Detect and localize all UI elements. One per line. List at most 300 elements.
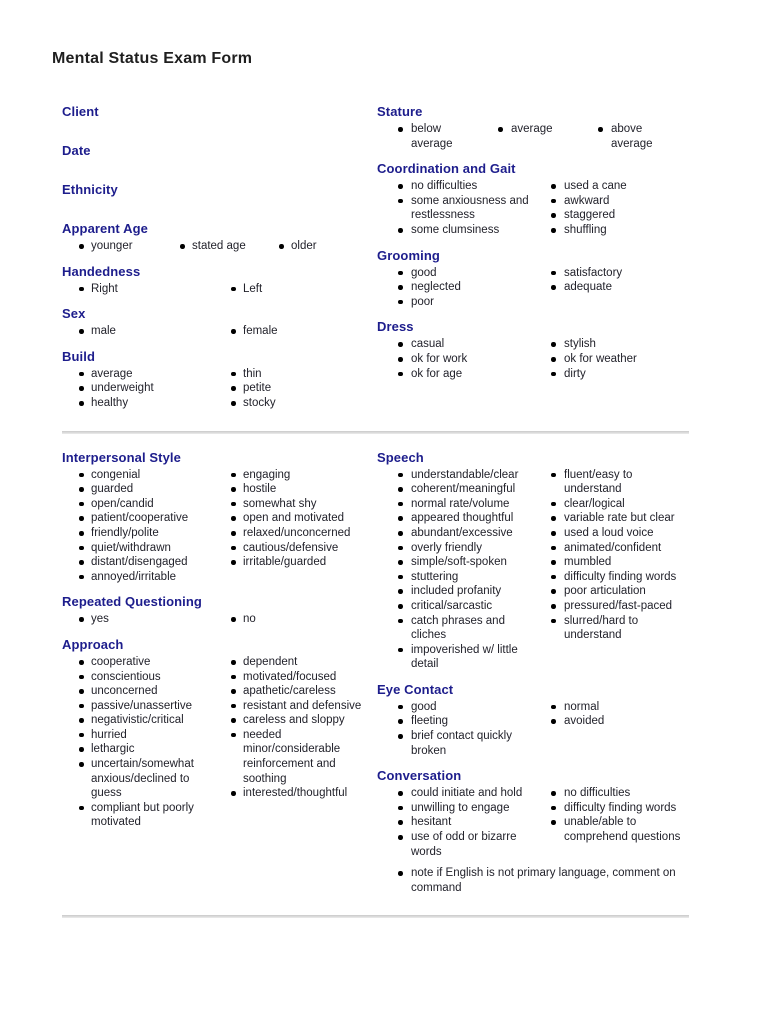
bullet-icon <box>551 199 556 204</box>
section-title-grooming: Grooming <box>377 247 440 263</box>
option-label: some clumsiness <box>411 223 500 236</box>
bullet-icon <box>79 733 84 738</box>
section-title-interpersonal-style: Interpersonal Style <box>62 449 181 465</box>
bullet-icon <box>551 820 556 825</box>
option-friendly-polite <box>62 526 214 541</box>
option-label: hurried <box>91 728 127 741</box>
option-thin <box>214 367 372 382</box>
option-list <box>62 239 163 254</box>
bullet-icon <box>551 357 556 362</box>
bullet-icon <box>398 300 403 305</box>
option-unconcerned <box>62 684 214 699</box>
option-understandable-clear <box>377 468 530 483</box>
option-list <box>377 468 530 672</box>
option-avoided <box>530 714 698 729</box>
option-columns <box>62 612 372 627</box>
option-stated-age <box>163 239 262 254</box>
option-resistant-and-defensive <box>214 699 372 714</box>
section-title-build: Build <box>62 348 95 364</box>
section-conversation <box>377 768 698 895</box>
bullet-icon <box>398 199 403 204</box>
bullet-icon <box>498 127 503 132</box>
option-poor-articulation <box>530 584 698 599</box>
bullet-icon <box>79 747 84 752</box>
bullet-icon <box>79 675 84 680</box>
bullet-icon <box>231 546 236 551</box>
option-list <box>377 179 530 237</box>
option-included-profanity <box>377 584 530 599</box>
option-label: use of odd or bizarre words <box>411 831 517 858</box>
bullet-icon <box>79 617 84 622</box>
option-list <box>530 266 698 310</box>
section-title-stature: Stature <box>377 104 423 119</box>
bullet-icon <box>79 575 84 580</box>
option-label: interested/thoughtful <box>243 787 348 800</box>
option-mumbled <box>530 555 698 570</box>
option-label: relaxed/unconcerned <box>243 526 351 539</box>
option-label: normal rate/volume <box>411 497 510 510</box>
note-label: note if English is not primary language, comment on command <box>411 867 676 894</box>
option-columns <box>62 468 372 585</box>
bullet-icon <box>79 560 84 565</box>
bullet-icon <box>398 575 403 580</box>
option-label: annoyed/irritable <box>91 570 177 583</box>
option-list <box>477 122 577 151</box>
option-unable-able-to-comprehend-questions <box>530 815 698 844</box>
section-client <box>62 104 372 120</box>
bullet-icon <box>79 531 84 536</box>
option-label: ok for age <box>411 367 463 380</box>
option-label: no difficulties <box>564 787 631 800</box>
option-label: guarded <box>91 483 134 496</box>
bullet-icon <box>398 285 403 290</box>
option-label: appeared thoughtful <box>411 512 514 525</box>
bullet-icon <box>551 342 556 347</box>
option-label: coherent/meaningful <box>411 483 516 496</box>
option-label: used a loud voice <box>564 526 654 539</box>
bullet-icon <box>79 704 84 709</box>
option-no-difficulties <box>377 179 530 194</box>
option-label: yes <box>91 613 109 626</box>
option-stuttering <box>377 570 530 585</box>
option-label: impoverished w/ little detail <box>411 643 518 671</box>
option-label: younger <box>91 240 133 252</box>
option-no-difficulties <box>530 786 698 801</box>
option-list <box>62 468 214 585</box>
option-uncertain-somewhat-anxious-declined-to-guess <box>62 757 214 801</box>
option-columns <box>377 468 698 672</box>
option-label: understandable/clear <box>411 468 519 481</box>
bullet-icon <box>398 228 403 233</box>
option-ok-for-weather <box>530 352 698 367</box>
option-list <box>577 122 677 151</box>
option-older <box>262 239 372 254</box>
option-label: dirty <box>564 367 586 380</box>
option-label: unconcerned <box>91 685 158 698</box>
option-columns <box>377 337 698 381</box>
option-label: average <box>91 367 133 380</box>
option-annoyed-irritable <box>62 570 214 585</box>
option-label: shuffling <box>564 223 607 236</box>
region-top-right <box>377 104 698 381</box>
option-petite <box>214 381 372 396</box>
option-label: used a cane <box>564 180 627 193</box>
section-apparent-age <box>62 221 372 254</box>
option-label: critical/sarcastic <box>411 599 493 612</box>
option-used-a-loud-voice <box>530 526 698 541</box>
section-speech <box>377 450 698 672</box>
bullet-icon <box>79 372 84 377</box>
option-list <box>214 655 372 830</box>
option-no <box>214 612 372 627</box>
option-list <box>530 337 698 381</box>
option-neglected <box>377 280 530 295</box>
section-stature <box>377 104 698 151</box>
option-list <box>377 700 530 758</box>
option-label: patient/cooperative <box>91 512 189 525</box>
option-label: irritable/guarded <box>243 556 327 569</box>
option-list <box>214 468 372 585</box>
option-list <box>377 337 530 381</box>
bullet-icon <box>398 619 403 624</box>
option-label: average <box>511 123 553 135</box>
bullet-icon <box>79 473 84 478</box>
option-label: slurred/hard to understand <box>564 614 639 642</box>
option-label: pressured/fast-paced <box>564 599 673 612</box>
option-label: fluent/easy to understand <box>564 468 633 496</box>
option-animated-confident <box>530 541 698 556</box>
option-label: stylish <box>564 338 596 351</box>
option-label: above average <box>611 123 653 150</box>
bullet-icon <box>398 791 403 796</box>
option-label: good <box>411 700 437 713</box>
bullet-icon <box>79 487 84 492</box>
option-label: apathetic/careless <box>243 685 336 698</box>
option-label: petite <box>243 382 272 395</box>
bullet-icon <box>551 184 556 189</box>
option-below-average <box>377 122 477 151</box>
bottom-section-block <box>62 450 698 896</box>
option-unwilling-to-engage <box>377 801 530 816</box>
section-title-ethnicity: Ethnicity <box>62 182 118 197</box>
section-divider <box>62 431 689 434</box>
option-label: distant/disengaged <box>91 556 188 569</box>
bullet-icon <box>79 546 84 551</box>
bullet-icon <box>231 502 236 507</box>
option-label: cooperative <box>91 655 151 668</box>
option-underweight <box>62 381 214 396</box>
option-lethargic <box>62 742 214 757</box>
option-used-a-cane <box>530 179 698 194</box>
bullet-icon <box>79 401 84 406</box>
bullet-icon <box>231 560 236 565</box>
option-brief-contact-quickly-broken <box>377 729 530 758</box>
option-difficulty-finding-words <box>530 570 698 585</box>
option-label: overly friendly <box>411 541 482 554</box>
option-some-anxiousness-and-restlessness <box>377 194 530 223</box>
option-normal <box>530 700 698 715</box>
bullet-icon <box>231 516 236 521</box>
option-columns <box>377 700 698 758</box>
option-label: thin <box>243 367 262 380</box>
option-younger <box>62 239 163 254</box>
section-title-speech: Speech <box>377 449 424 465</box>
bullet-icon <box>79 689 84 694</box>
section-grooming <box>377 248 698 310</box>
section-interpersonal-style <box>62 450 372 585</box>
bullet-icon <box>398 372 403 377</box>
option-label: abundant/excessive <box>411 526 513 539</box>
option-label: Left <box>243 282 263 295</box>
option-ok-for-work <box>377 352 530 367</box>
section-eye-contact <box>377 682 698 758</box>
option-label: friendly/polite <box>91 526 159 539</box>
option-label: open/candid <box>91 497 154 510</box>
option-label: included profanity <box>411 585 502 598</box>
option-list <box>163 239 262 254</box>
bullet-icon <box>231 329 236 334</box>
bullet-icon <box>279 244 284 249</box>
bullet-icon <box>398 184 403 189</box>
section-title-dress: Dress <box>377 319 414 335</box>
section-build <box>62 349 372 411</box>
option-label: uncertain/somewhat anxious/declined to guess <box>91 758 194 800</box>
bullet-icon <box>231 704 236 709</box>
section-title-client: Client <box>62 104 99 119</box>
bullet-icon <box>231 733 236 738</box>
option-open-candid <box>62 497 214 512</box>
option-hesitant <box>377 815 530 830</box>
bullet-icon <box>398 487 403 492</box>
bullet-icon <box>79 762 84 767</box>
section-title-apparent-age: Apparent Age <box>62 221 148 236</box>
section-approach <box>62 637 372 830</box>
option-cooperative <box>62 655 214 670</box>
option-list <box>377 786 530 859</box>
option-engaging <box>214 468 372 483</box>
bullet-icon <box>598 127 603 132</box>
option-male <box>62 324 214 339</box>
bullet-icon <box>180 244 185 249</box>
option-label: ok for weather <box>564 352 637 365</box>
section-sex <box>62 306 372 339</box>
option-could-initiate-and-hold <box>377 786 530 801</box>
option-patient-cooperative <box>62 511 214 526</box>
option-label: difficulty finding words <box>564 570 677 583</box>
option-compliant-but-poorly-motivated <box>62 801 214 830</box>
option-label: variable rate but clear <box>564 512 675 525</box>
option-simple-soft-spoken <box>377 555 530 570</box>
note-list <box>377 866 698 895</box>
section-coordination-and-gait <box>377 161 698 237</box>
option-label: dependent <box>243 655 298 668</box>
option-some-clumsiness <box>377 223 530 238</box>
option-label: below average <box>411 123 453 150</box>
option-hostile <box>214 482 372 497</box>
bullet-icon <box>551 285 556 290</box>
option-label: good <box>411 266 437 279</box>
bullet-icon <box>79 329 84 334</box>
bullet-icon <box>231 617 236 622</box>
option-label: awkward <box>564 194 610 207</box>
option-awkward <box>530 194 698 209</box>
option-good <box>377 266 530 281</box>
option-staggered <box>530 208 698 223</box>
bullet-icon <box>551 473 556 478</box>
option-casual <box>377 337 530 352</box>
option-shuffling <box>530 223 698 238</box>
option-label: ok for work <box>411 352 468 365</box>
option-label: motivated/focused <box>243 670 337 683</box>
option-list <box>530 468 698 672</box>
option-label: brief contact quickly broken <box>411 730 512 757</box>
option-label: congenial <box>91 468 141 481</box>
option-dependent <box>214 655 372 670</box>
bullet-icon <box>551 575 556 580</box>
bullet-icon <box>231 473 236 478</box>
option-label: stocky <box>243 396 276 409</box>
option-label: mumbled <box>564 556 612 569</box>
bullet-icon <box>398 531 403 536</box>
option-label: Right <box>91 282 118 295</box>
bullet-icon <box>398 871 403 876</box>
option-appeared-thoughtful <box>377 511 530 526</box>
option-pressured-fast-paced <box>530 599 698 614</box>
option-label: no difficulties <box>411 180 478 193</box>
option-abundant-excessive <box>377 526 530 541</box>
option-label: casual <box>411 338 445 351</box>
option-list <box>530 786 698 859</box>
option-label: underweight <box>91 382 154 395</box>
option-label: engaging <box>243 468 291 481</box>
option-healthy <box>62 396 214 411</box>
section-repeated-questioning <box>62 594 372 627</box>
option-label: quiet/withdrawn <box>91 541 171 554</box>
bullet-icon <box>231 675 236 680</box>
bullet-icon <box>551 372 556 377</box>
section-title-repeated-questioning: Repeated Questioning <box>62 594 202 610</box>
region-bottom-right <box>377 450 698 896</box>
option-label: careless and sloppy <box>243 714 345 727</box>
option-label: passive/unassertive <box>91 699 192 712</box>
option-columns <box>62 324 372 339</box>
bullet-icon <box>398 271 403 276</box>
option-left <box>214 282 372 297</box>
option-label: adequate <box>564 281 612 294</box>
section-divider <box>62 915 689 918</box>
option-somewhat-shy <box>214 497 372 512</box>
bullet-icon <box>551 228 556 233</box>
top-section-block <box>62 104 698 411</box>
option-label: poor articulation <box>564 585 646 598</box>
bullet-icon <box>398 127 403 132</box>
bullet-icon <box>551 502 556 507</box>
option-dirty <box>530 367 698 382</box>
option-needed-minor-considerable-reinforcement-and-soothing <box>214 728 372 786</box>
option-right <box>62 282 214 297</box>
bullet-icon <box>398 604 403 609</box>
option-passive-unassertive <box>62 699 214 714</box>
option-label: normal <box>564 700 600 713</box>
option-label: male <box>91 325 116 338</box>
bullet-icon <box>231 791 236 796</box>
section-title-sex: Sex <box>62 306 86 322</box>
bullet-icon <box>231 401 236 406</box>
option-list <box>214 367 372 411</box>
bullet-icon <box>79 660 84 665</box>
option-above-average <box>577 122 677 151</box>
bullet-icon <box>398 357 403 362</box>
option-label: resistant and defensive <box>243 699 362 712</box>
option-label: stated age <box>192 240 246 252</box>
bullet-icon <box>398 734 403 739</box>
bullet-icon <box>231 531 236 536</box>
option-list <box>62 367 214 411</box>
option-list <box>62 324 214 339</box>
option-yes <box>62 612 214 627</box>
option-label: somewhat shy <box>243 497 317 510</box>
option-distant-disengaged <box>62 555 214 570</box>
option-label: hesitant <box>411 816 452 829</box>
option-poor <box>377 295 530 310</box>
option-label: needed minor/considerable reinforcement and soothing <box>243 728 341 785</box>
option-label: no <box>243 613 256 626</box>
option-stylish <box>530 337 698 352</box>
bullet-icon <box>231 287 236 292</box>
option-conscientious <box>62 670 214 685</box>
section-title-date: Date <box>62 143 91 158</box>
bullet-icon <box>79 806 84 811</box>
option-congenial <box>62 468 214 483</box>
option-list <box>530 179 698 237</box>
bullet-icon <box>79 718 84 723</box>
option-difficulty-finding-words <box>530 801 698 816</box>
bullet-icon <box>79 386 84 391</box>
option-list <box>62 612 214 627</box>
option-label: hostile <box>243 483 277 496</box>
option-slurred-hard-to-understand <box>530 614 698 643</box>
option-label: fleeting <box>411 715 449 728</box>
option-motivated-focused <box>214 670 372 685</box>
option-quiet-withdrawn <box>62 541 214 556</box>
option-careless-and-sloppy <box>214 713 372 728</box>
option-label: some anxiousness and restlessness <box>411 194 529 222</box>
bullet-icon <box>551 531 556 536</box>
bullet-icon <box>398 820 403 825</box>
option-clear-logical <box>530 497 698 512</box>
bullet-icon <box>398 560 403 565</box>
option-list <box>62 282 214 297</box>
section-title-conversation: Conversation <box>377 768 462 784</box>
option-irritable-guarded <box>214 555 372 570</box>
bullet-icon <box>398 806 403 811</box>
section-dress <box>377 319 698 381</box>
option-columns <box>62 282 372 297</box>
option-coherent-meaningful <box>377 482 530 497</box>
option-label: poor <box>411 295 435 308</box>
bullet-icon <box>79 287 84 292</box>
option-label: simple/soft-spoken <box>411 556 507 569</box>
option-open-and-motivated <box>214 511 372 526</box>
section-title-handedness: Handedness <box>62 263 141 279</box>
bullet-icon <box>551 271 556 276</box>
option-label: animated/confident <box>564 541 662 554</box>
option-label: female <box>243 325 278 338</box>
option-label: stuttering <box>411 570 459 583</box>
option-list <box>214 612 372 627</box>
option-columns <box>62 239 372 254</box>
section-handedness <box>62 264 372 297</box>
